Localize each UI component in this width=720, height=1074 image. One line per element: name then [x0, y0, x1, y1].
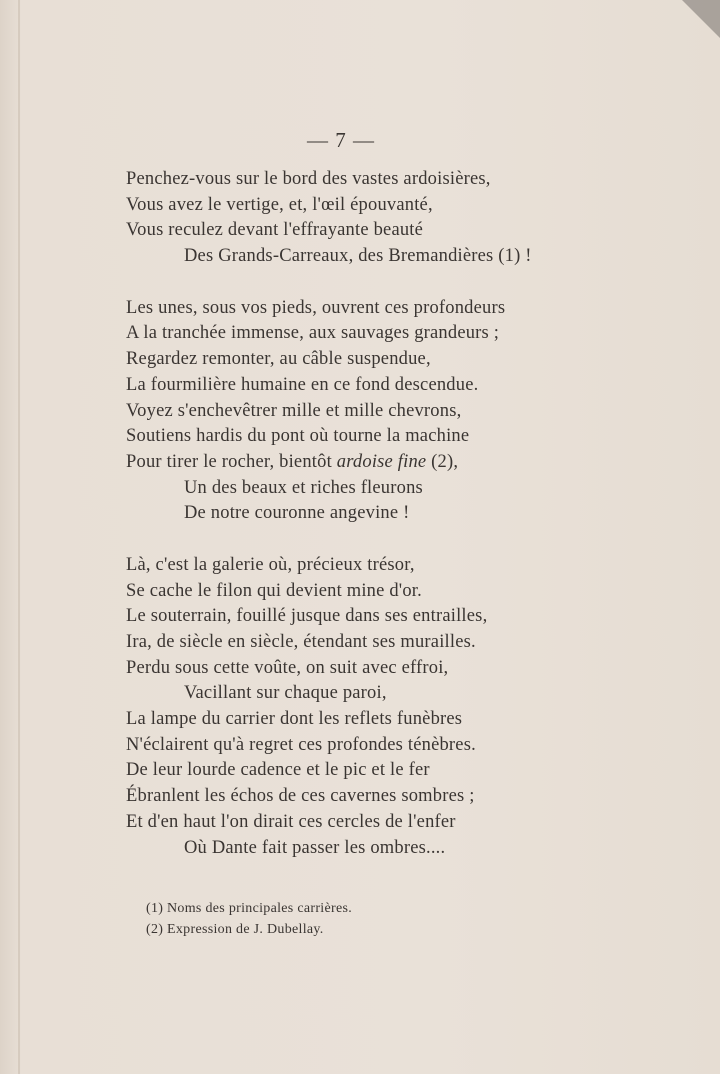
stanza-2	[126, 296, 566, 527]
poem-line: De notre couronne angevine !	[184, 503, 410, 524]
poem-line: Voyez s'enchevêtrer mille et mille chevrons,	[126, 400, 462, 421]
poem-line-start: Pour tirer le rocher, bientôt	[126, 451, 337, 472]
poem-line: Vous reculez devant l'effrayante beauté	[126, 220, 424, 241]
poem	[126, 167, 566, 887]
page-number: — 7 —	[307, 128, 375, 152]
poem-line: Vous avez le vertige, et, l'œil épouvanté,	[126, 194, 433, 215]
poem-line: Les unes, sous vos pieds, ouvrent ces profondeurs	[126, 297, 506, 318]
poem-line: Regardez remonter, au câble suspendue,	[126, 349, 431, 370]
poem-line: Se cache le filon qui devient mine d'or.	[126, 580, 422, 601]
poem-line: De leur lourde cadence et le pic et le fer	[126, 760, 430, 781]
poem-line-end: (2),	[426, 451, 459, 472]
poem-line: Un des beaux et riches fleurons	[184, 477, 423, 498]
poem-line: La fourmilière humaine en ce fond descendue.	[126, 374, 479, 395]
poem-line: Soutiens hardis du pont où tourne la machine	[126, 426, 470, 447]
poem-line: La lampe du carrier dont les reflets funèbres	[126, 709, 463, 730]
poem-line: Ébranlent les échos de ces cavernes sombres ;	[126, 786, 475, 807]
poem-line: A la tranchée immense, aux sauvages grandeurs ;	[126, 323, 500, 344]
poem-line: Là, c'est la galerie où, précieux trésor,	[126, 554, 415, 575]
poem-line: Où Dante fait passer les ombres....	[184, 837, 446, 858]
page-gutter-edge	[18, 0, 20, 1074]
poem-line: Le souterrain, fouillé jusque dans ses entrailles,	[126, 606, 488, 627]
footnote-2: (2) Expression de J. Dubellay.	[146, 922, 324, 937]
poem-line-italic: ardoise fine	[336, 451, 427, 472]
stanza-1	[126, 167, 566, 270]
footnote-1: (1) Noms des principales carrières.	[146, 901, 353, 916]
poem-line: Et d'en haut l'on dirait ces cercles de l'enfer	[126, 811, 456, 832]
poem-line	[126, 450, 566, 476]
poem-line: Ira, de siècle en siècle, étendant ses murailles.	[126, 632, 476, 652]
poem-line: N'éclairent qu'à regret ces profondes ténèbres.	[126, 734, 476, 755]
poem-line: Vacillant sur chaque paroi,	[184, 683, 387, 704]
stanza-3	[126, 553, 566, 861]
poem-line: Perdu sous cette voûte, on suit avec effroi,	[126, 657, 449, 678]
poem-line: Penchez-vous sur le bord des vastes ardoisières,	[126, 169, 491, 189]
footnotes	[146, 898, 352, 940]
poem-line: Des Grands-Carreaux, des Bremandières (1) !	[184, 246, 532, 267]
page-corner-fold	[682, 0, 720, 38]
